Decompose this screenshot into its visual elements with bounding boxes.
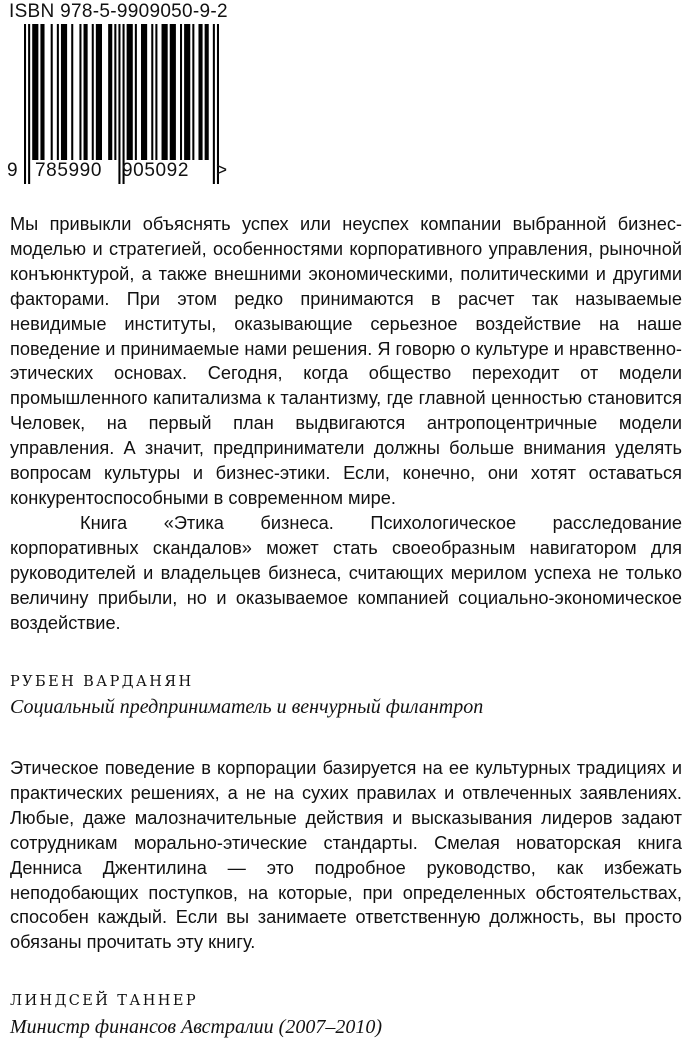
barcode-bar (205, 24, 209, 160)
barcode-bar (32, 24, 38, 160)
barcode-bar (170, 24, 176, 160)
review-2-body (10, 756, 682, 955)
barcode-bar (57, 24, 59, 160)
barcode-digits-right: 905092 (122, 160, 190, 181)
barcode-guard-bar (28, 24, 30, 184)
barcode-quiet-zone-marker: > (216, 160, 228, 181)
barcode-bar (108, 24, 112, 160)
barcode-bar (135, 24, 137, 160)
barcode-bar (92, 24, 94, 160)
review-1-paragraph-2: Книга «Этика бизнеса. Психологическое расследование корпоративных скандалов» может стать своеобразным навигатором для руководителей и владельцев бизнеса, считающих мерилом успеха не только величину прибыли, но и оказываемое компанией социально-экономическое воздействие. (10, 512, 682, 633)
barcode-bar (61, 24, 67, 160)
review-1-body (10, 212, 682, 635)
barcode-bar (198, 24, 202, 160)
barcode-guard-bar (24, 24, 26, 184)
barcode-bar (114, 24, 116, 160)
review-1-author: РУБЕН ВАРДАНЯН (10, 674, 194, 690)
barcode-bar (84, 24, 88, 160)
review-2-paragraph-1: Этическое поведение в корпорации базируется на ее культурных традициях и практических решениях, а не на сухих правилах и отвлеченных заявлениях. Любые, даже малозначительные действия и высказывания лидеров задают сотрудникам морально-этические стандарты. Смелая новаторская книга Денниса Джентилина — это подробное руководство, как избежать неподобающих поступков, на которые, при определенных обстоятельствах, способен каждый. Если вы занимаете ответственную должность, вы просто обязаны прочитать эту книгу. (10, 758, 682, 953)
review-1-paragraph-1: Мы привыкли объяснять успех или неуспех компании выбранной бизнес-моделью и стратегией, особенностями корпоративного управления, рыночной конъюнктурой, а также внешними экономическими, политическими и другими факторами. При этом редко принимаются в расчет так называемые невидимые институты, оказывающие серьезное воздействие на наше поведение и принимаемые нами решения. Я говорю о культуре и нравственно-этических основах. Сегодня, когда общество переходит от модели промышленного капитализма к талантизму, где главной ценностью становится Человек, на первый план выдвигаются антропоцентричные модели управления. А значит, предприниматели должны больше внимания уделять вопросам культуры и бизнес-этики. Если, конечно, они хотят оставаться конкурентоспособными в современном мире. (10, 214, 682, 508)
barcode-guard-bar (213, 24, 215, 184)
isbn-number: ISBN 978-5-9909050-9-2 (9, 1, 228, 22)
barcode-bar (180, 24, 182, 160)
barcode-digits-left: 785990 (35, 160, 103, 181)
barcode-bar (96, 24, 102, 160)
review-2-author-role: Министр финансов Австралии (2007–2010) (10, 1016, 383, 1038)
barcode-bar (51, 24, 53, 160)
barcode-bar (79, 24, 81, 160)
barcode-bar (127, 24, 133, 160)
barcode-guard-bar (118, 24, 120, 184)
barcode-bar (184, 24, 190, 160)
barcode-bar (162, 24, 168, 160)
review-1-author-role: Социальный предприниматель и венчурный филантроп (10, 696, 484, 718)
barcode-bar (141, 24, 147, 160)
barcode-bar (151, 24, 153, 160)
review-2-author: ЛИНДСЕЙ ТАННЕР (10, 993, 198, 1009)
barcode-bar (155, 24, 157, 160)
barcode-bar (71, 24, 73, 160)
barcode-digit-first: 9 (7, 160, 19, 181)
barcode-bar (40, 24, 44, 160)
barcode-bar (192, 24, 194, 160)
